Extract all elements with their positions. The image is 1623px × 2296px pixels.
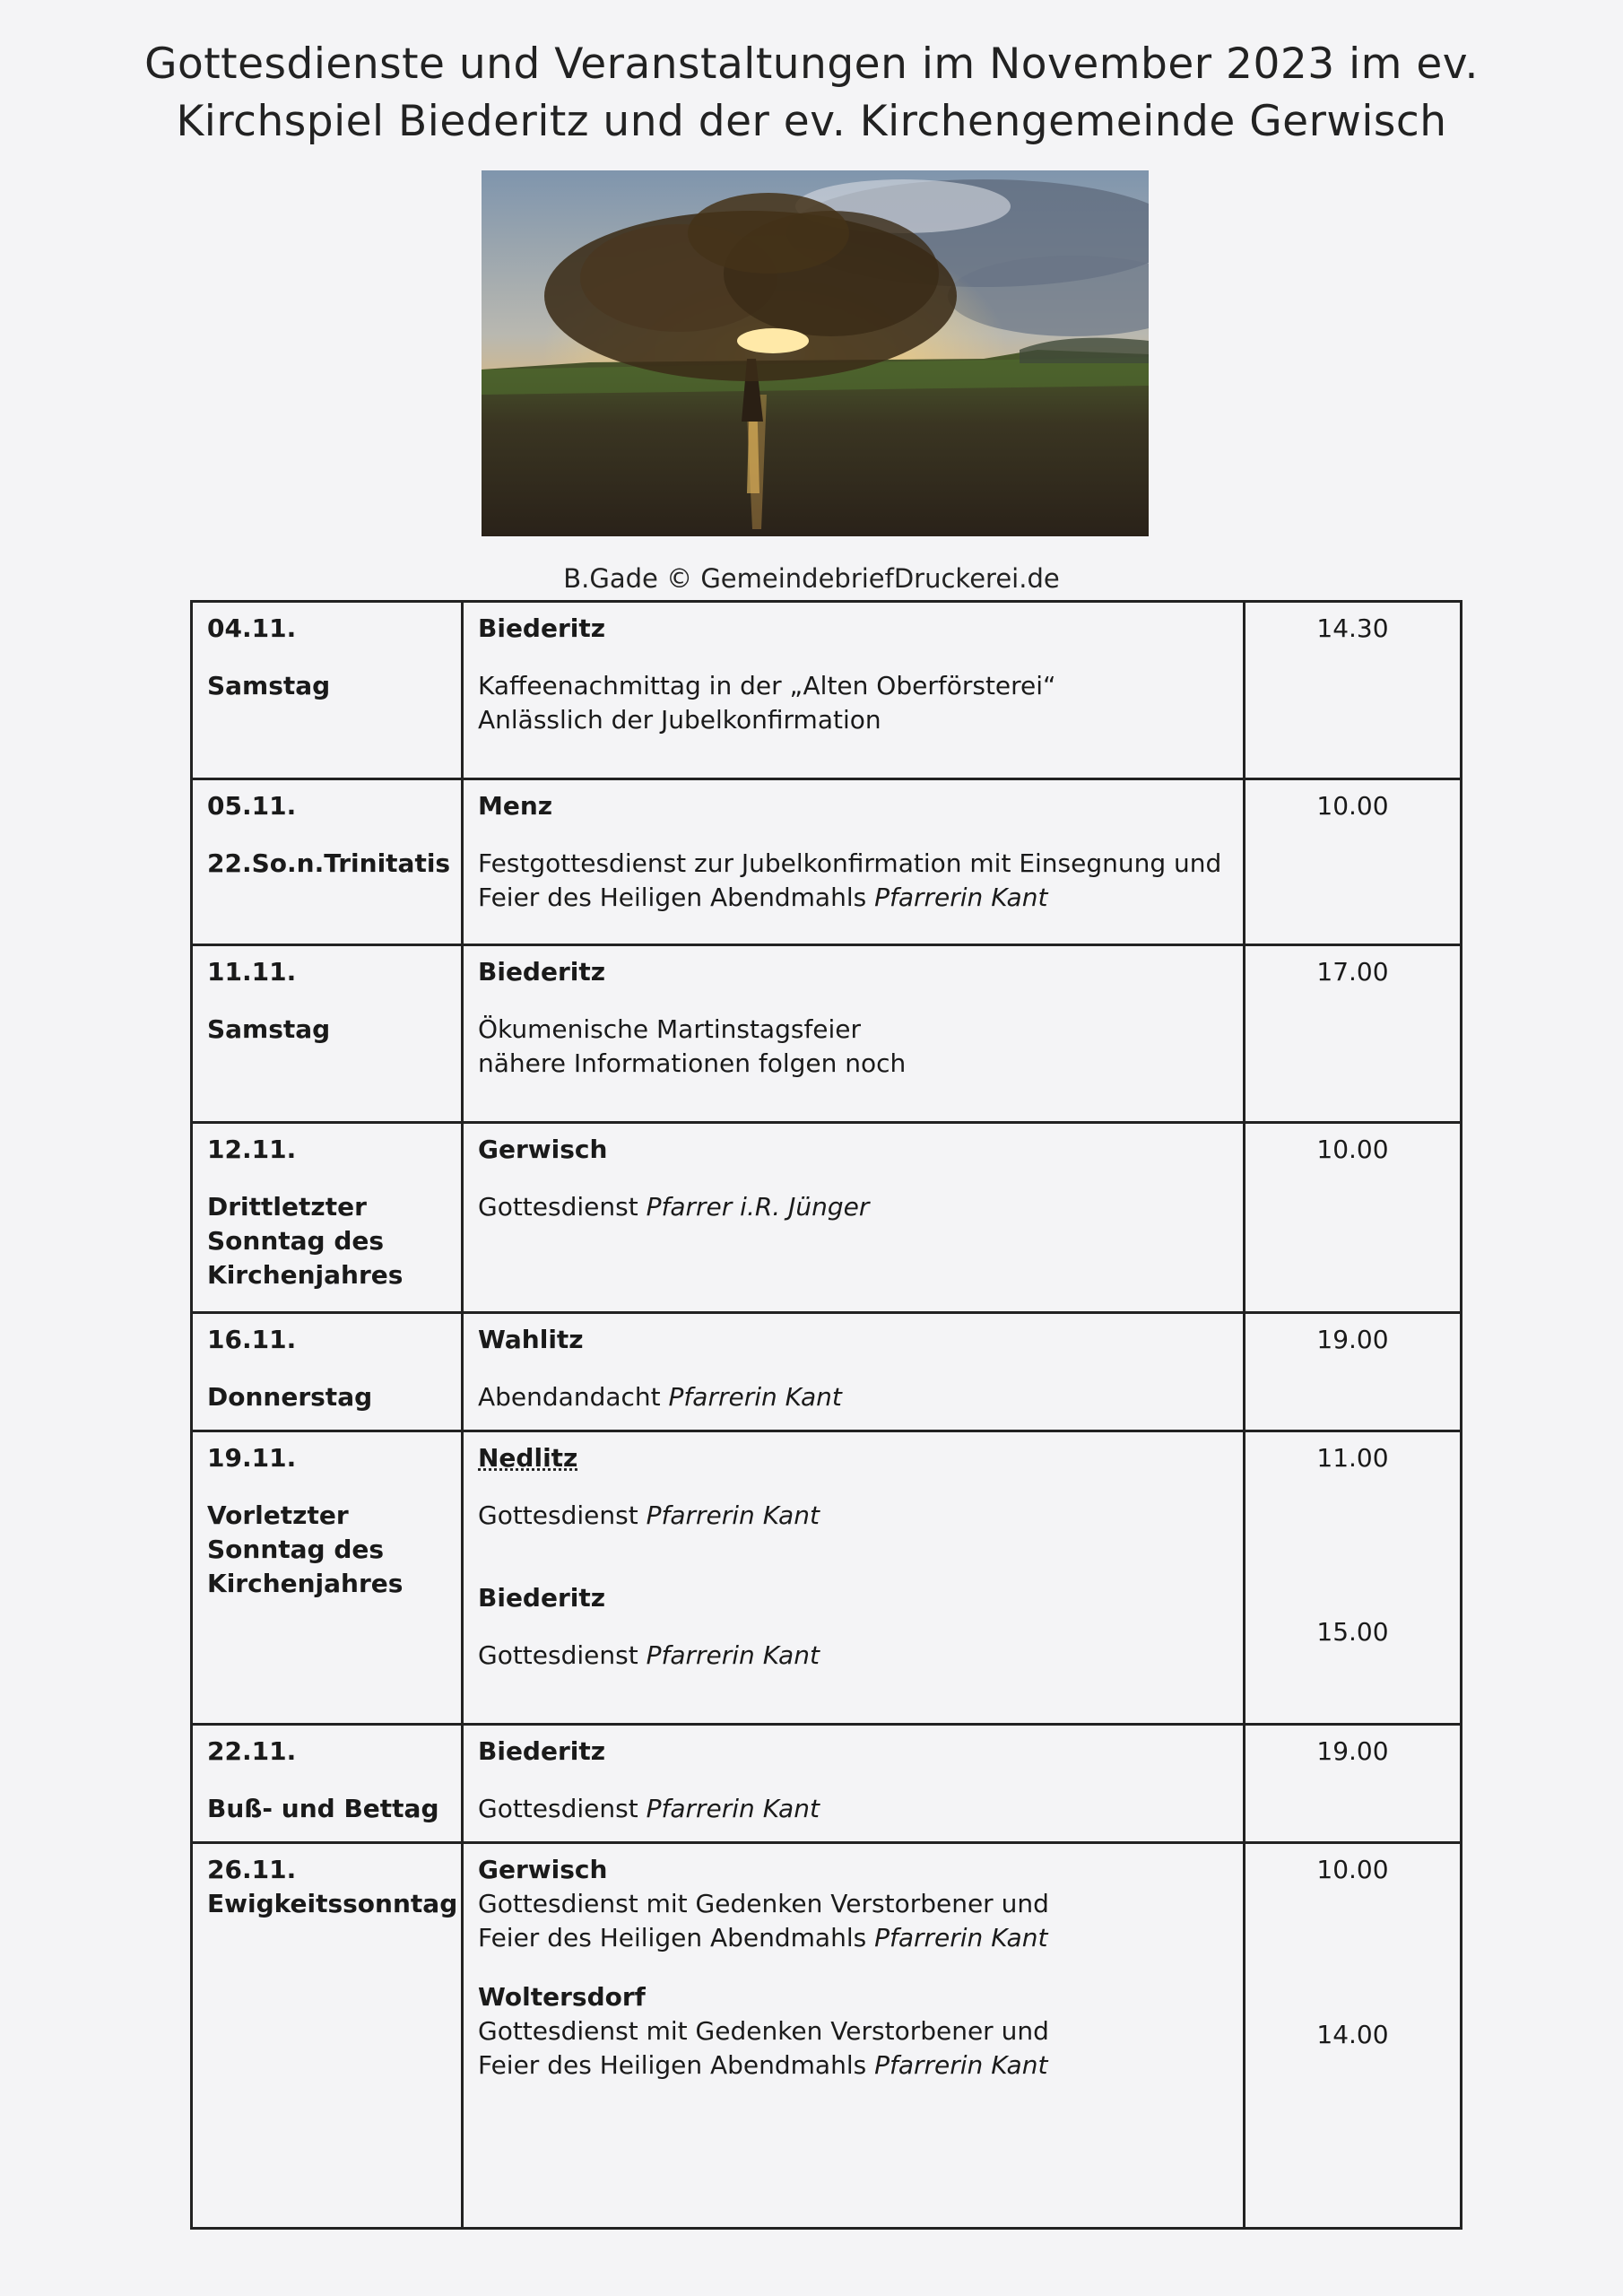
event-time: 10.00 (1316, 1135, 1389, 1164)
event-desc-line: Gottesdienst mit Gedenken Verstorbener und (478, 1889, 1049, 1918)
event-pastor: Pfarrerin Kant (646, 1500, 820, 1530)
event-pastor: Pfarrerin Kant (874, 883, 1048, 912)
event-day: Samstag (207, 1014, 331, 1044)
event-time: 14.30 (1316, 613, 1389, 643)
time-cell (1245, 1843, 1462, 2229)
event-place: Biederitz (478, 1736, 606, 1766)
event-desc-text: Feier des Heiligen Abendmahls (478, 2050, 867, 2080)
time-cell (1245, 1123, 1462, 1313)
event-time: 15.00 (1316, 1617, 1389, 1647)
time-cell (1245, 779, 1462, 945)
event-day: Buß- und Bettag (207, 1794, 439, 1823)
event-row (192, 945, 1462, 1123)
event-desc-line: Festgottesdienst zur Jubelkonfirmation mit Einsegnung und (478, 848, 1222, 878)
event-day: 22.So.n.Trinitatis (207, 848, 451, 878)
event-time: 19.00 (1316, 1736, 1389, 1766)
event-pastor: Pfarrerin Kant (646, 1640, 820, 1670)
event-desc-line (478, 2048, 1228, 2083)
date-cell (192, 779, 463, 945)
event-row (192, 1123, 1462, 1313)
event-pastor: Pfarrerin Kant (646, 1794, 820, 1823)
event-time: 10.00 (1316, 791, 1389, 821)
event-day: Sonntag des (207, 1226, 385, 1256)
event-desc-line (478, 1190, 1228, 1224)
event-row (192, 1431, 1462, 1725)
event-day: Vorletzter (207, 1500, 349, 1530)
event-date: 12.11. (207, 1135, 297, 1164)
event-schedule-table (190, 600, 1462, 2230)
event-date: 16.11. (207, 1325, 297, 1354)
event-place: Nedlitz (478, 1443, 578, 1473)
event-day: Kirchenjahres (207, 1569, 404, 1598)
event-desc-line (478, 1380, 1228, 1414)
event-desc-line: Anlässlich der Jubelkonfirmation (478, 705, 881, 735)
event-day: Sonntag des (207, 1535, 385, 1564)
event-time: 14.00 (1316, 2020, 1389, 2049)
event-time: 10.00 (1316, 1855, 1389, 1884)
event-desc-text: Gottesdienst (478, 1640, 638, 1670)
event-row (192, 1843, 1462, 2229)
event-day: Drittletzter (207, 1192, 367, 1222)
event-desc-line: Kaffeenachmittag in der „Alten Oberförsterei“ (478, 671, 1056, 700)
details-cell (463, 1313, 1245, 1431)
time-cell (1245, 602, 1462, 779)
event-place: Gerwisch (478, 1135, 608, 1164)
event-day: Kirchenjahres (207, 1260, 404, 1290)
event-desc-line (478, 1921, 1228, 1955)
event-row (192, 602, 1462, 779)
time-cell (1245, 1431, 1462, 1725)
sunset-tree-photo (482, 170, 1149, 536)
time-cell (1245, 945, 1462, 1123)
event-row (192, 1725, 1462, 1843)
event-place: Wahlitz (478, 1325, 584, 1354)
event-date: 11.11. (207, 957, 297, 987)
date-cell (192, 602, 463, 779)
event-place: Woltersdorf (478, 1982, 646, 2012)
event-desc-text: Feier des Heiligen Abendmahls (478, 1923, 867, 1952)
details-cell (463, 1431, 1245, 1725)
event-day: Samstag (207, 671, 331, 700)
event-time: 17.00 (1316, 957, 1389, 987)
page-title (0, 36, 1623, 151)
time-cell (1245, 1313, 1462, 1431)
details-cell (463, 945, 1245, 1123)
date-cell (192, 1431, 463, 1725)
title-line-2: Kirchspiel Biederitz und der ev. Kirchengemeinde Gerwisch (176, 97, 1447, 146)
event-desc-line (478, 881, 1228, 915)
details-cell (463, 602, 1245, 779)
event-desc-line: Ökumenische Martinstagsfeier (478, 1014, 862, 1044)
event-time: 11.00 (1316, 1443, 1389, 1473)
event-place: Gerwisch (478, 1855, 608, 1884)
event-place: Biederitz (478, 1583, 606, 1613)
event-place: Menz (478, 791, 553, 821)
event-pastor: Pfarrerin Kant (874, 2050, 1048, 2080)
date-cell (192, 1725, 463, 1843)
event-desc-text: Gottesdienst (478, 1192, 638, 1222)
event-date: 26.11. (207, 1855, 297, 1884)
event-day: Donnerstag (207, 1382, 373, 1412)
event-pastor: Pfarrerin Kant (668, 1382, 842, 1412)
event-time: 19.00 (1316, 1325, 1389, 1354)
event-place: Biederitz (478, 957, 606, 987)
event-date: 05.11. (207, 791, 297, 821)
date-cell (192, 1843, 463, 2229)
event-pastor: Pfarrer i.R. Jünger (646, 1192, 870, 1222)
details-cell (463, 1123, 1245, 1313)
event-desc-line (478, 1499, 1228, 1533)
event-desc-text: Gottesdienst (478, 1500, 638, 1530)
event-day: Ewigkeitssonntag (207, 1889, 458, 1918)
image-caption: B.Gade © GemeindebriefDruckerei.de (563, 563, 1060, 594)
event-row (192, 1313, 1462, 1431)
title-line-1: Gottesdienste und Veranstaltungen im November 2023 im ev. (144, 39, 1479, 89)
details-cell (463, 779, 1245, 945)
event-pastor: Pfarrerin Kant (874, 1923, 1048, 1952)
event-desc-line (478, 1792, 1228, 1826)
event-desc-text: Feier des Heiligen Abendmahls (478, 883, 867, 912)
details-cell (463, 1843, 1245, 2229)
event-desc-line (478, 1639, 1228, 1673)
date-cell (192, 945, 463, 1123)
event-desc-text: Abendandacht (478, 1382, 661, 1412)
event-date: 19.11. (207, 1443, 297, 1473)
event-date: 04.11. (207, 613, 297, 643)
time-cell (1245, 1725, 1462, 1843)
event-desc-text: Gottesdienst (478, 1794, 638, 1823)
event-desc-line: Gottesdienst mit Gedenken Verstorbener und (478, 2016, 1049, 2046)
event-date: 22.11. (207, 1736, 297, 1766)
event-row (192, 779, 1462, 945)
date-cell (192, 1313, 463, 1431)
date-cell (192, 1123, 463, 1313)
event-place: Biederitz (478, 613, 606, 643)
event-desc-line: nähere Informationen folgen noch (478, 1048, 907, 1078)
details-cell (463, 1725, 1245, 1843)
